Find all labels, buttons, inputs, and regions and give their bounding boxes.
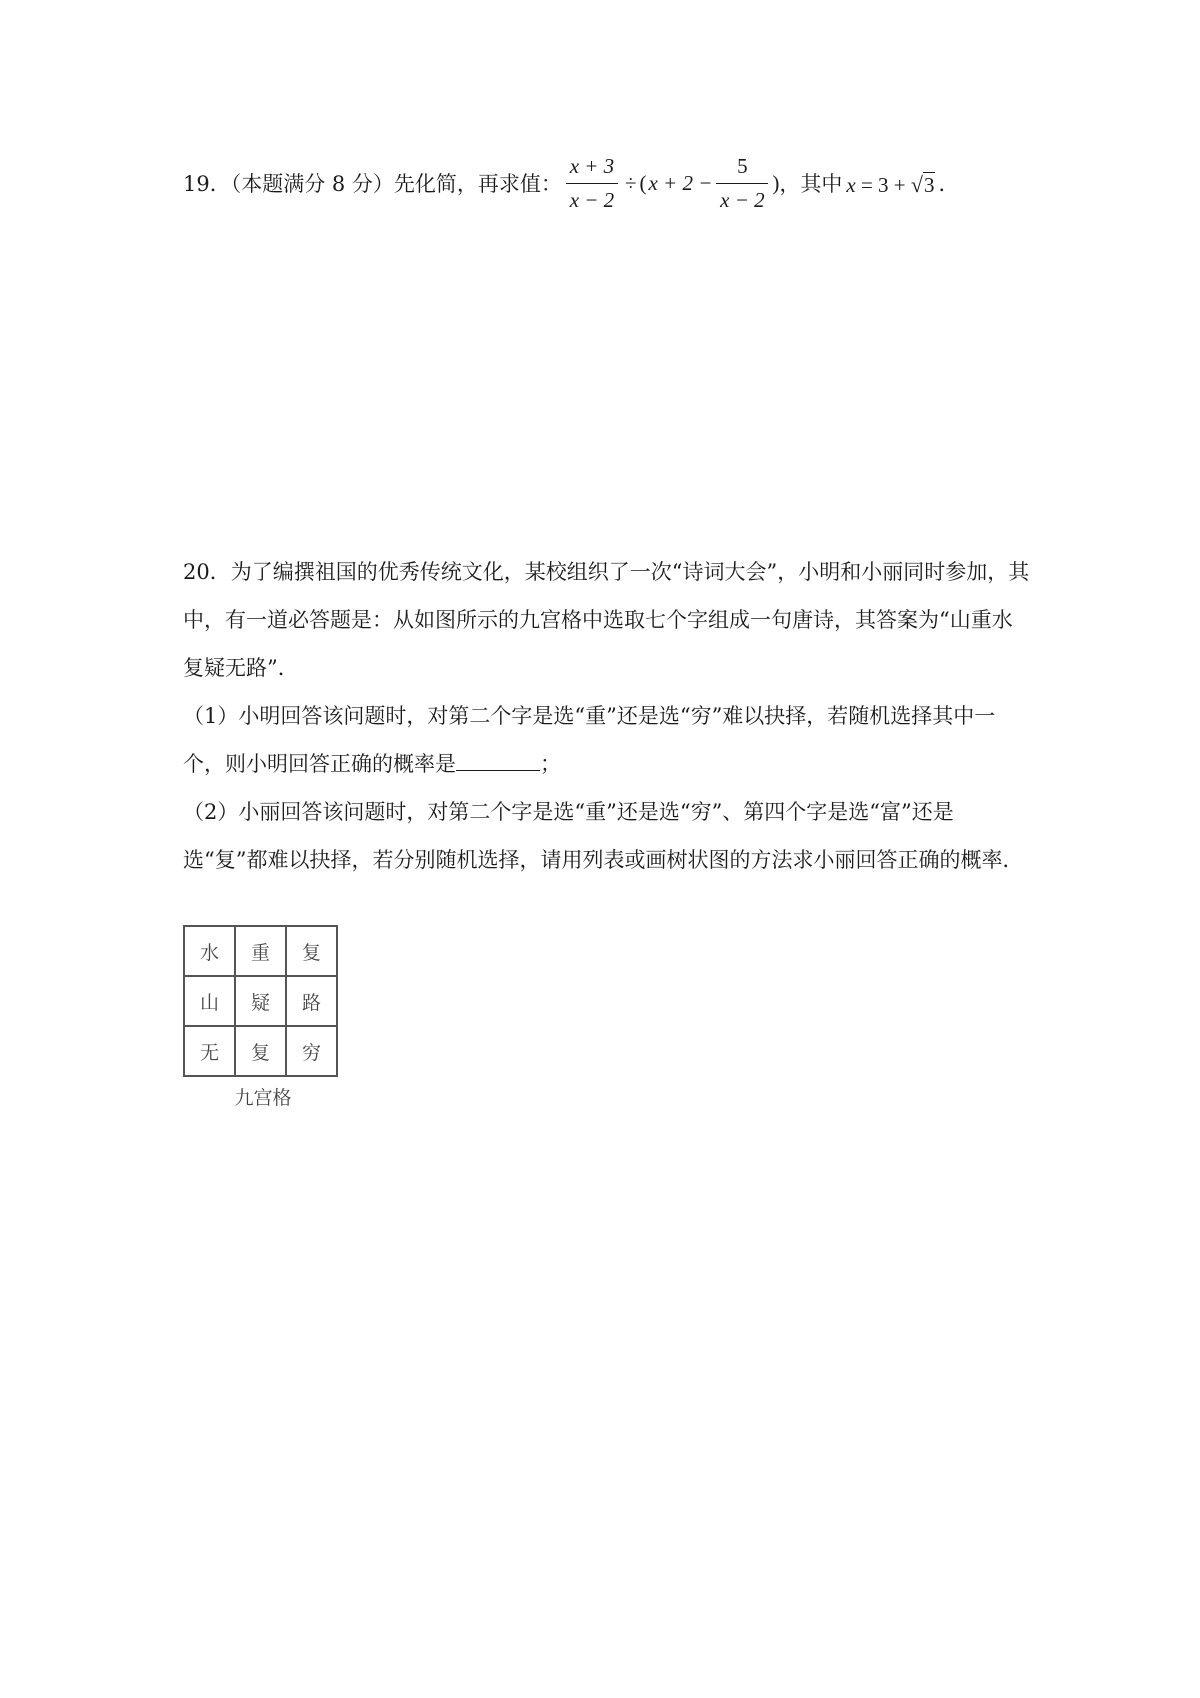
q20-stem: 20．为了编撰祖国的优秀传统文化，某校组织了一次“诗词大会”，小明和小丽同时参加，其中，有一道必答题是：从如图所示的九宫格中选取七个字组成一句唐诗，其答案为“山重水复疑无路”． [183,560,1030,680]
grid-caption: 九宫格 [234,1087,292,1109]
q19-lead: 19．（本题满分 8 分）先化简，再求值： [183,172,562,196]
square-root [911,170,936,198]
q20-part-1-text: （1）小明回答该问题时，对第二个字是选“重”还是选“穷”难以抉择，若随机选择其中一个，则小明回答正确的概率是 [183,704,996,776]
grid-cell: 路 [286,976,337,1026]
fraction-1 [566,154,618,213]
nine-square-grid [183,925,338,1077]
q19-mid: ，其中 [779,172,843,196]
fraction-2-numerator: 5 [716,154,768,184]
x-variable: x [846,173,856,197]
grid-row [184,1026,337,1076]
grid-cell: 山 [184,976,235,1026]
divide-operator: ÷ [624,170,637,195]
grid-cell: 水 [184,926,235,976]
fraction-2 [716,154,768,213]
fraction-1-denominator: x − 2 [569,187,615,212]
answer-blank [456,748,540,771]
q19-expression [562,154,779,213]
grid-cell: 穷 [286,1026,337,1076]
grid-cell: 无 [184,1026,235,1076]
q19-value [842,168,959,198]
fraction-1-numerator: x + 3 [566,154,618,184]
equals-expression: = 3 + [855,173,911,197]
grid-row [184,976,337,1026]
paren-close: ) [772,170,780,195]
grid-row [184,926,337,976]
question-19 [183,148,959,218]
grid-cell: 重 [235,926,286,976]
q20-part-1-end: ； [540,752,561,776]
sqrt-symbol: √ [910,172,923,197]
grid-cell: 复 [286,926,337,976]
grid-cell: 复 [235,1026,286,1076]
paren-open: ( [639,170,647,195]
q20-part-2: （2）小丽回答该问题时，对第二个字是选“重”还是选“穷”、第四个字是选“富”还是选“复”都难以抉择，若分别随机选择，请用列表或画树状图的方法求小丽回答正确的概率． [183,800,1024,872]
question-20 [183,548,1033,884]
sqrt-argument: 3 [923,173,935,197]
fraction-2-denominator: x − 2 [720,187,765,212]
q20-part-1 [183,692,1033,788]
grid-cell: 疑 [235,976,286,1026]
q19-end: ． [938,172,960,196]
inner-expression: x + 2 − [648,170,713,195]
